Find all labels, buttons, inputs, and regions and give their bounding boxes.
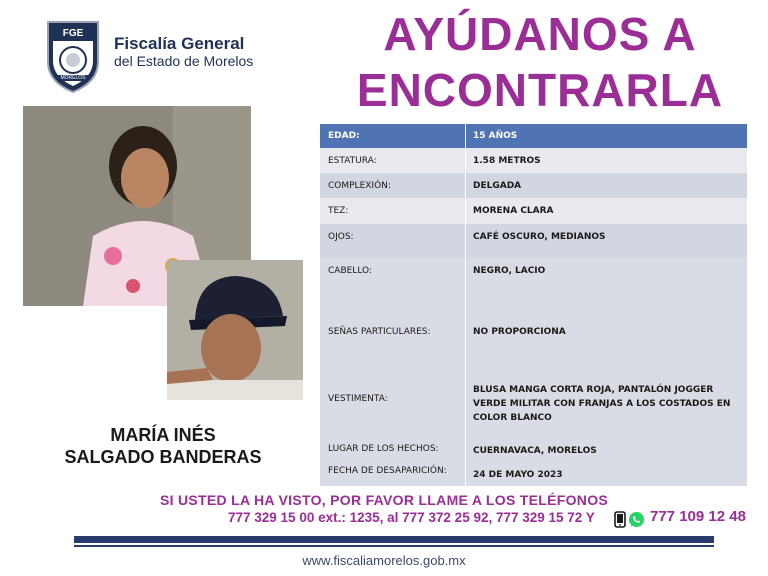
value-lugar: CUERNAVACA, MORELOS: [473, 446, 597, 456]
value-fecha: 24 DE MAYO 2023: [473, 470, 563, 480]
label-vestimenta: VESTIMENTA:: [328, 394, 388, 404]
value-ojos: CAFÉ OSCURO, MEDIANOS: [473, 232, 606, 242]
org-name: [114, 34, 253, 70]
value-complexion: DELGADA: [473, 181, 522, 191]
fge-logo: [44, 18, 102, 94]
org-title: Fiscalía General: [114, 34, 245, 53]
logo-state: MORELOS: [60, 75, 86, 81]
whatsapp-icon: [628, 511, 645, 533]
headline-line2: ENCONTRARLA: [356, 64, 724, 116]
label-tez: TEZ:: [328, 206, 349, 216]
label-lugar: LUGAR DE LOS HECHOS:: [328, 444, 439, 454]
row-ojos: [320, 224, 747, 258]
phone-numbers: 777 329 15 00 ext.: 1235, al 777 372 25 92, 777 329 15 72 Y: [228, 510, 595, 525]
value-cabello: NEGRO, LACIO: [473, 266, 546, 276]
value-vestimenta: BLUSA MANGA CORTA ROJA, PANTALÓN JOGGER VERDE MILITAR CON FRANJAS A LOS COSTADOS EN COLOR BLANCO: [473, 385, 731, 423]
table-divider: [465, 124, 466, 486]
row-edad: [320, 124, 747, 148]
person-name-line2: SALGADO BANDERAS: [64, 447, 262, 467]
headline: [310, 6, 768, 118]
person-name: [40, 424, 286, 468]
headline-line1: AYÚDANOS A: [383, 8, 697, 60]
value-edad: 15 AÑOS: [473, 131, 518, 141]
footer-bar: [74, 536, 714, 543]
label-ojos: OJOS:: [328, 232, 354, 242]
value-senas: NO PROPORCIONA: [473, 327, 566, 337]
whatsapp-number: 777 109 12 48: [650, 508, 746, 525]
label-cabello: CABELLO:: [328, 266, 372, 276]
call-to-action: SI USTED LA HA VISTO, POR FAVOR LLAME A LOS TELÉFONOS: [159, 492, 609, 508]
value-estatura: 1.58 METROS: [473, 156, 541, 166]
logo-abbrev: FGE: [62, 28, 84, 39]
footer-line: [74, 545, 714, 547]
info-table: [320, 124, 747, 486]
person-name-line1: MARÍA INÉS: [110, 425, 216, 445]
contact-icons: [612, 509, 646, 529]
row-estatura: [320, 148, 747, 173]
label-estatura: ESTATURA:: [328, 156, 377, 166]
label-edad: EDAD:: [328, 131, 360, 141]
label-fecha: FECHA DE DESAPARICIÓN:: [328, 466, 447, 476]
value-tez: MORENA CLARA: [473, 206, 554, 216]
label-senas: SEÑAS PARTICULARES:: [328, 327, 431, 337]
row-complexion: [320, 173, 747, 198]
row-tez: [320, 198, 747, 224]
website-link[interactable]: www.fiscaliamorelos.gob.mx: [302, 553, 466, 568]
phone-icon: [614, 511, 626, 533]
missing-person-photo-2: [167, 260, 303, 400]
org-subtitle: del Estado de Morelos: [114, 53, 254, 69]
label-complexion: COMPLEXIÓN:: [328, 181, 391, 191]
